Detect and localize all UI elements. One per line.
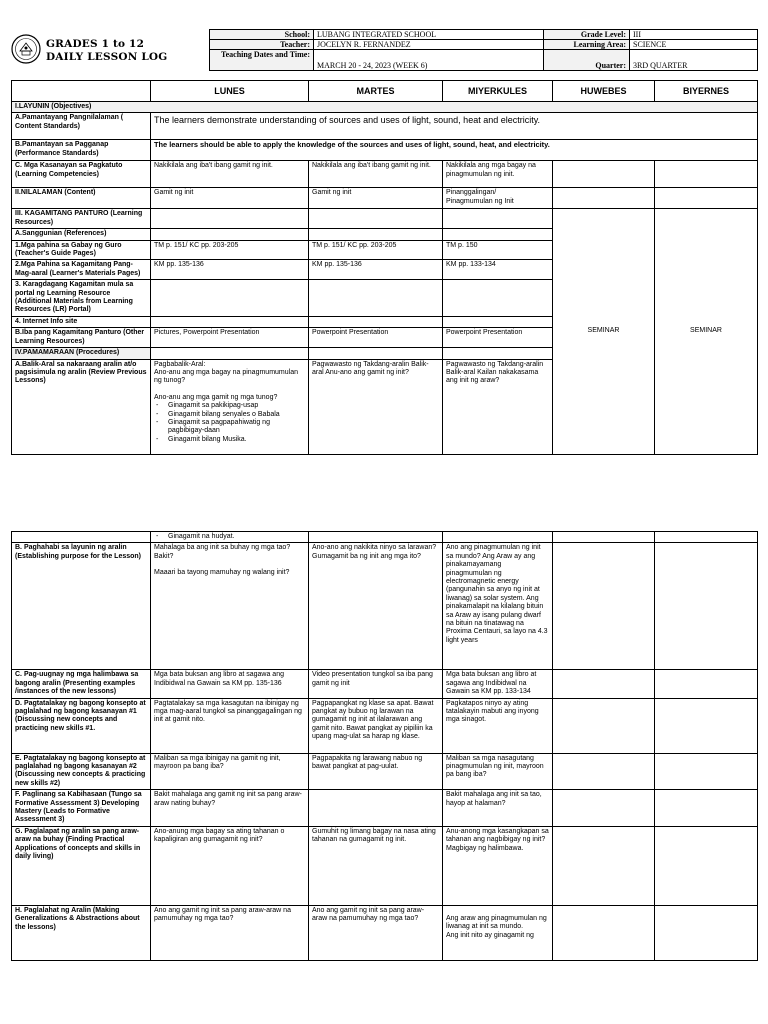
spacer (154, 561, 305, 569)
learners-materials-miyerkules: KM pp. 133-134 (443, 260, 553, 280)
school-label: School: (210, 30, 314, 40)
competency-miyerkules: Nakikilala ang mga bagay na pinagmumulan ng init. (443, 161, 553, 188)
nilalaman-lunes: Gamit ng init (151, 188, 309, 209)
quarter-label: Quarter: (544, 50, 630, 71)
nilalaman-label: II.NILALAMAN (Content) (12, 188, 151, 209)
seminar-biyernes: SEMINAR (655, 209, 758, 454)
brand-line-1: GRADES 1 to 12 (46, 38, 145, 50)
paglalahat-martes: Ano ang gamit ng init sa pang araw-araw na pamumuhay ng mga tao? (309, 905, 443, 960)
sanggunian-label: A.Sanggunian (References) (12, 229, 151, 240)
balik-aral-lunes (151, 359, 309, 454)
corner-cell (12, 81, 151, 102)
pag-uugnay-label: C. Pag-uugnay ng mga halimbawa sa bagong aralin (Presenting examples /instances of the new lessons) (12, 670, 151, 698)
seminar-huwebes: SEMINAR (553, 209, 655, 454)
empty-cell (443, 209, 553, 229)
other-resources-label: B.Iba pang Kagamitang Panturo (Other Learning Resources) (12, 328, 151, 348)
learners-materials-label: 2.Mga Pahina sa Kagamitang Pang-Mag-aaral (Learner's Materials Pages) (12, 260, 151, 280)
list-item: - Ginagamit bilang senyales o Babala (168, 411, 305, 419)
balik-aral-label: A.Balik-Aral sa nakaraang aralin at/o pagsisimula ng aralin (Review Previous Lessons) (12, 359, 151, 454)
empty-cell (553, 905, 655, 960)
empty-cell (309, 209, 443, 229)
empty-cell (655, 790, 758, 827)
content-standards-value: The learners demonstrate understanding of sources and uses of light, sound, heat and electricity. (151, 113, 758, 140)
learners-materials-martes: KM pp. 135-136 (309, 260, 443, 280)
balik-aral-title: Pagbabalik-Aral: (154, 360, 206, 368)
pag-uugnay-martes: Video presentation tungkol sa iba pang gamit ng init (309, 670, 443, 698)
spacer (154, 386, 305, 394)
performance-standards-label: B.Pamantayan sa Pagganap (Performance Standards) (12, 140, 151, 161)
competencies-label: C. Mga Kasanayan sa Pagkatuto (Learning Competencies) (12, 161, 151, 188)
list-item: - Ginagamit na hudyat. (168, 533, 305, 541)
pagtatalakay-2-martes: Pagpapakita ng larawang nabuo ng bawat pangkat at pag-uulat. (309, 753, 443, 790)
paglalapat-martes: Gumuhit ng limang bagay na nasa ating tahanan na gumagamit ng init. (309, 826, 443, 905)
empty-cell (309, 280, 443, 317)
competency-lunes: Nakikilala ang iba't ibang gamit ng init. (151, 161, 309, 188)
teacher-value: JOCELYN R. FERNANDEZ (314, 40, 544, 50)
internet-label: 4. Internet Info site (12, 316, 151, 327)
empty-cell (553, 790, 655, 827)
empty-cell (655, 698, 758, 753)
list-item: - Ginagamit sa pakikipag-usap (168, 402, 305, 410)
empty-cell (309, 532, 443, 543)
pagtatalakay-2-lunes: Maliban sa mga ibinigay na gamit ng init, mayroon pa bang iba? (151, 753, 309, 790)
nilalaman-miyerkules-line2: Pinagmumulan ng Init (446, 197, 514, 205)
balik-aral-miyerkules: Pagwawasto ng Takdang-aralin Balik-aral Kailan nakakasama ang init ng araw? (443, 359, 553, 454)
empty-cell (443, 532, 553, 543)
dates-label: Teaching Dates and Time: (210, 50, 314, 71)
competency-martes: Nakikilala ang iba't ibang gamit ng init. (309, 161, 443, 188)
other-resources-martes: Powerpoint Presentation (309, 328, 443, 348)
paglalahat-miyerkules (443, 905, 553, 960)
empty-cell (443, 348, 553, 359)
balik-aral-question-2: Ano-anu ang mga gamit ng mga tunog? (154, 393, 278, 401)
day-header: MIYERKULES (443, 81, 553, 102)
grade-value: III (630, 30, 758, 40)
paglalapat-lunes: Ano-anung mga bagay sa ating tahanan o kapaligiran ang gumagamit ng init? (151, 826, 309, 905)
lesson-log-table-continued (11, 531, 758, 961)
nilalaman-miyerkules-line1: Pinanggalingan/ (446, 189, 497, 197)
teacher-label: Teacher: (210, 40, 314, 50)
section-layunin: I.LAYUNIN (Objectives) (12, 102, 758, 113)
paghahabi-lunes (151, 543, 309, 670)
paghahabi-lunes-q2: Maaari ba tayong mamuhay ng walang init? (154, 569, 290, 577)
gabay-guro-martes: TM p. 151/ KC pp. 203-205 (309, 240, 443, 260)
empty-cell (655, 532, 758, 543)
empty-cell (655, 753, 758, 790)
paglinang-label: F. Paglinang sa Kabihasaan (Tungo sa Formative Assessment 3) Developing Mastery (Leads to Formative Assessment 3) (12, 790, 151, 827)
empty-cell (151, 280, 309, 317)
other-resources-lunes: Pictures, Powerpoint Presentation (151, 328, 309, 348)
nilalaman-biyernes (655, 188, 758, 209)
empty-cell (443, 316, 553, 327)
pagtatalakay-1-label: D. Pagtatalakay ng bagong konsepto at paglalahad ng bagong kasanayan #1 (Discussing new concepts and practicing new skills #1. (12, 698, 151, 753)
empty-cell (443, 229, 553, 240)
balik-aral-list-cont (154, 533, 305, 541)
nilalaman-martes: Gamit ng init (309, 188, 443, 209)
kagamitan-label: III. KAGAMITANG PANTURO (Learning Resources) (12, 209, 151, 229)
empty-cell (151, 229, 309, 240)
empty-cell (309, 790, 443, 827)
header-info-table (209, 29, 758, 71)
area-label: Learning Area: (544, 40, 630, 50)
dates-value: MARCH 20 - 24, 2023 (WEEK 6) (314, 50, 544, 71)
paghahabi-martes: Ano-ano ang nakikita ninyo sa larawan? Gumagamit ba ng init ang mga ito? (309, 543, 443, 670)
paglalapat-miyerkules: Anu-anong mga kasangkapan sa tahanan ang nagbibigay ng init? Magbigay ng halimbawa. (443, 826, 553, 905)
brand-line-2: DAILY LESSON LOG (46, 51, 168, 63)
empty-cell (655, 905, 758, 960)
empty-cell (443, 280, 553, 317)
empty-cell (309, 348, 443, 359)
paglalahat-miyerkules-line2: Ang init nito ay ginagamit ng (446, 931, 534, 939)
empty-cell (151, 316, 309, 327)
other-resources-miyerkules: Powerpoint Presentation (443, 328, 553, 348)
pagtatalakay-1-miyerkules: Pagkatapos ninyo ay ating tatalakayin mabuti ang inyong mga sinagot. (443, 698, 553, 753)
performance-standards-value: The learners should be able to apply the knowledge of the sources and uses of light, sound, heat, and electricity. (151, 140, 758, 161)
gabay-guro-miyerkules: TM p. 150 (443, 240, 553, 260)
balik-aral-list (154, 402, 305, 444)
paglalapat-label: G. Paglalapat ng aralin sa pang araw-araw na buhay (Finding Practical Applications of concepts and skills in daily living) (12, 826, 151, 905)
day-header: LUNES (151, 81, 309, 102)
deped-seal-logo (11, 34, 41, 64)
nilalaman-huwebes (553, 188, 655, 209)
pag-uugnay-miyerkules: Mga bata buksan ang libro at sagawa ang Indibidwal na Gawain sa KM pp. 133-134 (443, 670, 553, 698)
empty-cell (553, 670, 655, 698)
paghahabi-miyerkules: Ano ang pinagmumulan ng init sa mundo? Ang Araw ay ang pinakamayamang pinagmumulan ng electromagnetic energy (pangunahin sa anyo ng init at liwanag) sa solar system. Ang pinakamalapit na kilalang bituin sa Araw ay isang pulang dwarf na bituin na tinatawag na Proxima Centauri, sa layo na 4.3 light years (443, 543, 553, 670)
empty-cell (553, 532, 655, 543)
pagtatalakay-2-label: E. Pagtatalakay ng bagong konsepto at paglalahad ng bagong kasanayan #2 (Discussing new concepts & practicing new skills #2) (12, 753, 151, 790)
empty-cell (309, 316, 443, 327)
pagtatalakay-1-martes: Pagpapangkat ng klase sa apat. Bawat pangkat ay bubuo ng larawan na gumagamit ng init at ilalarawan ang gamit nito. Bawat pangkat ay pipiliin ka upang mag-ulat sa harap ng klase. (309, 698, 443, 753)
paglinang-lunes: Bakit mahalaga ang gamit ng init sa pang araw-araw nating buhay? (151, 790, 309, 827)
pagtatalakay-2-miyerkules: Maliban sa mga nasagutang pinagmumulan ng init, mayroon pa bang iba? (443, 753, 553, 790)
paglalahat-lunes: Ano ang gamit ng init sa pang araw-araw na pamumuhay ng mga tao? (151, 905, 309, 960)
empty-cell (553, 826, 655, 905)
spacer (446, 907, 549, 915)
day-header: MARTES (309, 81, 443, 102)
area-value: SCIENCE (630, 40, 758, 50)
paghahabi-lunes-q1: Mahalaga ba ang init sa buhay ng mga tao? Bakit? (154, 544, 291, 560)
learners-materials-lunes: KM pp. 135-136 (151, 260, 309, 280)
paglalahat-miyerkules-line1: Ang araw ang pinagmumulan ng liwanag at init sa mundo. (446, 914, 547, 931)
empty-cell (553, 543, 655, 670)
gabay-guro-lunes: TM p. 151/ KC pp. 203-205 (151, 240, 309, 260)
lr-portal-label: 3. Karagdagang Kagamitan mula sa portal ng Learning Resource (Additional Materials from Learning Resources (LR) Portal) (12, 280, 151, 317)
empty-cell (655, 670, 758, 698)
paglalahat-label: H. Paglalahat ng Aralin (Making Generalizations & Abstractions about the lessons) (12, 905, 151, 960)
empty-cell (151, 348, 309, 359)
paglinang-miyerkules: Bakit mahalaga ang init sa tao, hayop at halaman? (443, 790, 553, 827)
list-item: - Ginagamit sa pagpapahiwatig ng pagbibigay-daan (168, 419, 305, 436)
lesson-log-table (11, 80, 758, 455)
balik-aral-question-1: Ano-anu ang mga bagay na pinagmumumulan ng tunog? (154, 368, 298, 385)
pamamaraan-label: IV.PAMAMARAAN (Procedures) (12, 348, 151, 359)
competency-biyernes (655, 161, 758, 188)
empty-cell (553, 698, 655, 753)
empty-cell (12, 532, 151, 543)
quarter-value: 3RD QUARTER (630, 50, 758, 71)
list-item: - Ginagamit bilang Musika. (168, 436, 305, 444)
nilalaman-miyerkules (443, 188, 553, 209)
day-header: BIYERNES (655, 81, 758, 102)
day-header: HUWEBES (553, 81, 655, 102)
document-brand (46, 38, 167, 64)
empty-cell (655, 543, 758, 670)
balik-aral-lunes-cont (151, 532, 309, 543)
empty-cell (655, 826, 758, 905)
pagtatalakay-1-lunes: Pagtatalakay sa mga kasagutan na ibinigay ng mga mag-aaral tungkol sa pinanggagalingan ng init at gamit nito. (151, 698, 309, 753)
content-standards-label: A.Pamantayang Pangnilalaman ( Content Standards) (12, 113, 151, 140)
grade-label: Grade Level: (544, 30, 630, 40)
competency-huwebes (553, 161, 655, 188)
school-value: LUBANG INTEGRATED SCHOOL (314, 30, 544, 40)
gabay-guro-label: 1.Mga pahina sa Gabay ng Guro (Teacher's Guide Pages) (12, 240, 151, 260)
paghahabi-label: B. Paghahabi sa layunin ng aralin (Establishing purpose for the Lesson) (12, 543, 151, 670)
balik-aral-martes: Pagwawasto ng Takdang-aralin Balik-aral Anu-ano ang gamit ng init? (309, 359, 443, 454)
empty-cell (151, 209, 309, 229)
empty-cell (309, 229, 443, 240)
pag-uugnay-lunes: Mga bata buksan ang libro at sagawa ang Indibidwal na Gawain sa KM pp. 135-136 (151, 670, 309, 698)
empty-cell (553, 753, 655, 790)
